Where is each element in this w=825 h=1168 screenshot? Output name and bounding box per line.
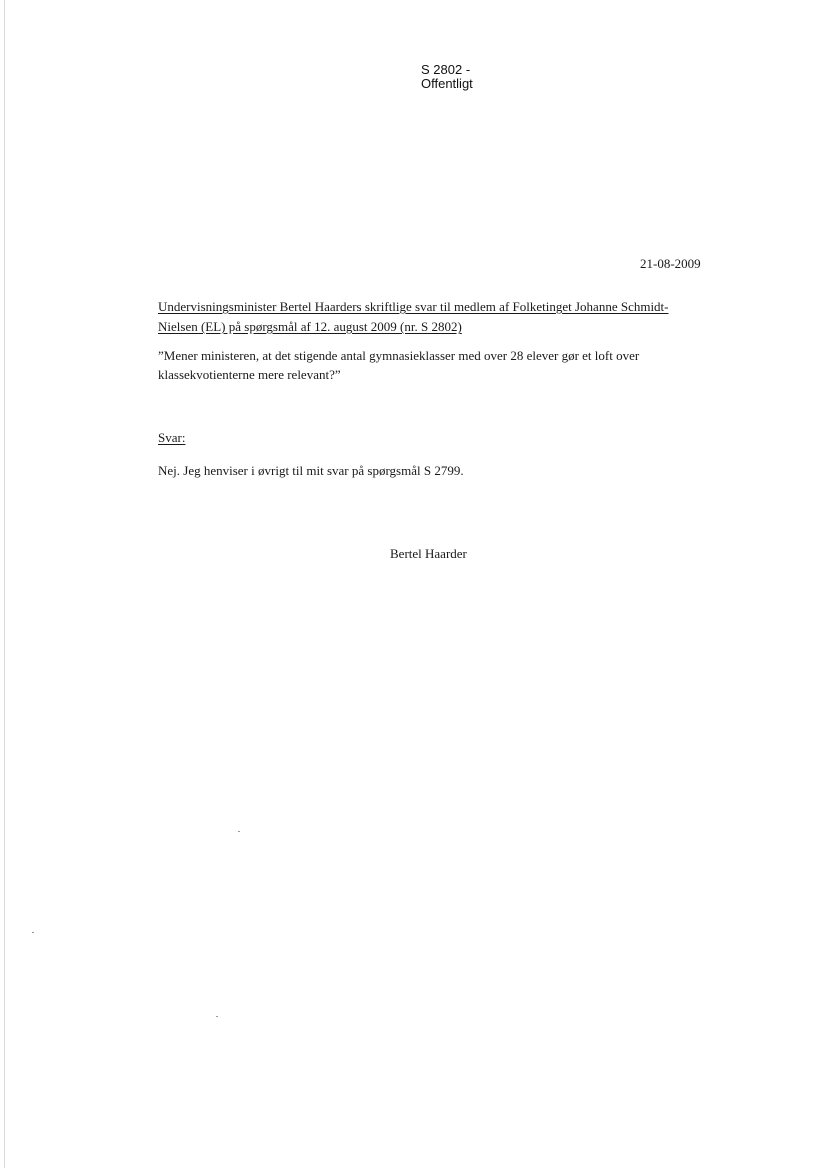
answer-text: Nej. Jeg henviser i øvrigt til mit svar på spørgsmål S 2799.	[158, 463, 464, 478]
document-stamp	[421, 63, 473, 91]
scan-speck	[216, 1016, 218, 1017]
scan-speck	[32, 932, 34, 933]
document-date: 21-08-2009	[640, 256, 701, 271]
document-heading: Undervisningsminister Bertel Haarders skriftlige svar til medlem af Folketinget Johanne Schmidt-Nielsen (EL) på spørgsmål af 12. august 2009 (nr. S 2802)	[158, 299, 669, 334]
stamp-classification: Offentligt	[421, 76, 473, 91]
signature: Bertel Haarder	[390, 546, 467, 561]
question-text: ”Mener ministeren, at det stigende antal gymnasieklasser med over 28 elever gør et loft over klassekvotienterne mere relevant?”	[158, 348, 640, 382]
scan-edge-line	[4, 0, 5, 1168]
answer-label: Svar:	[158, 430, 186, 445]
scan-speck	[238, 831, 240, 832]
stamp-reference: S 2802 -	[421, 62, 471, 77]
